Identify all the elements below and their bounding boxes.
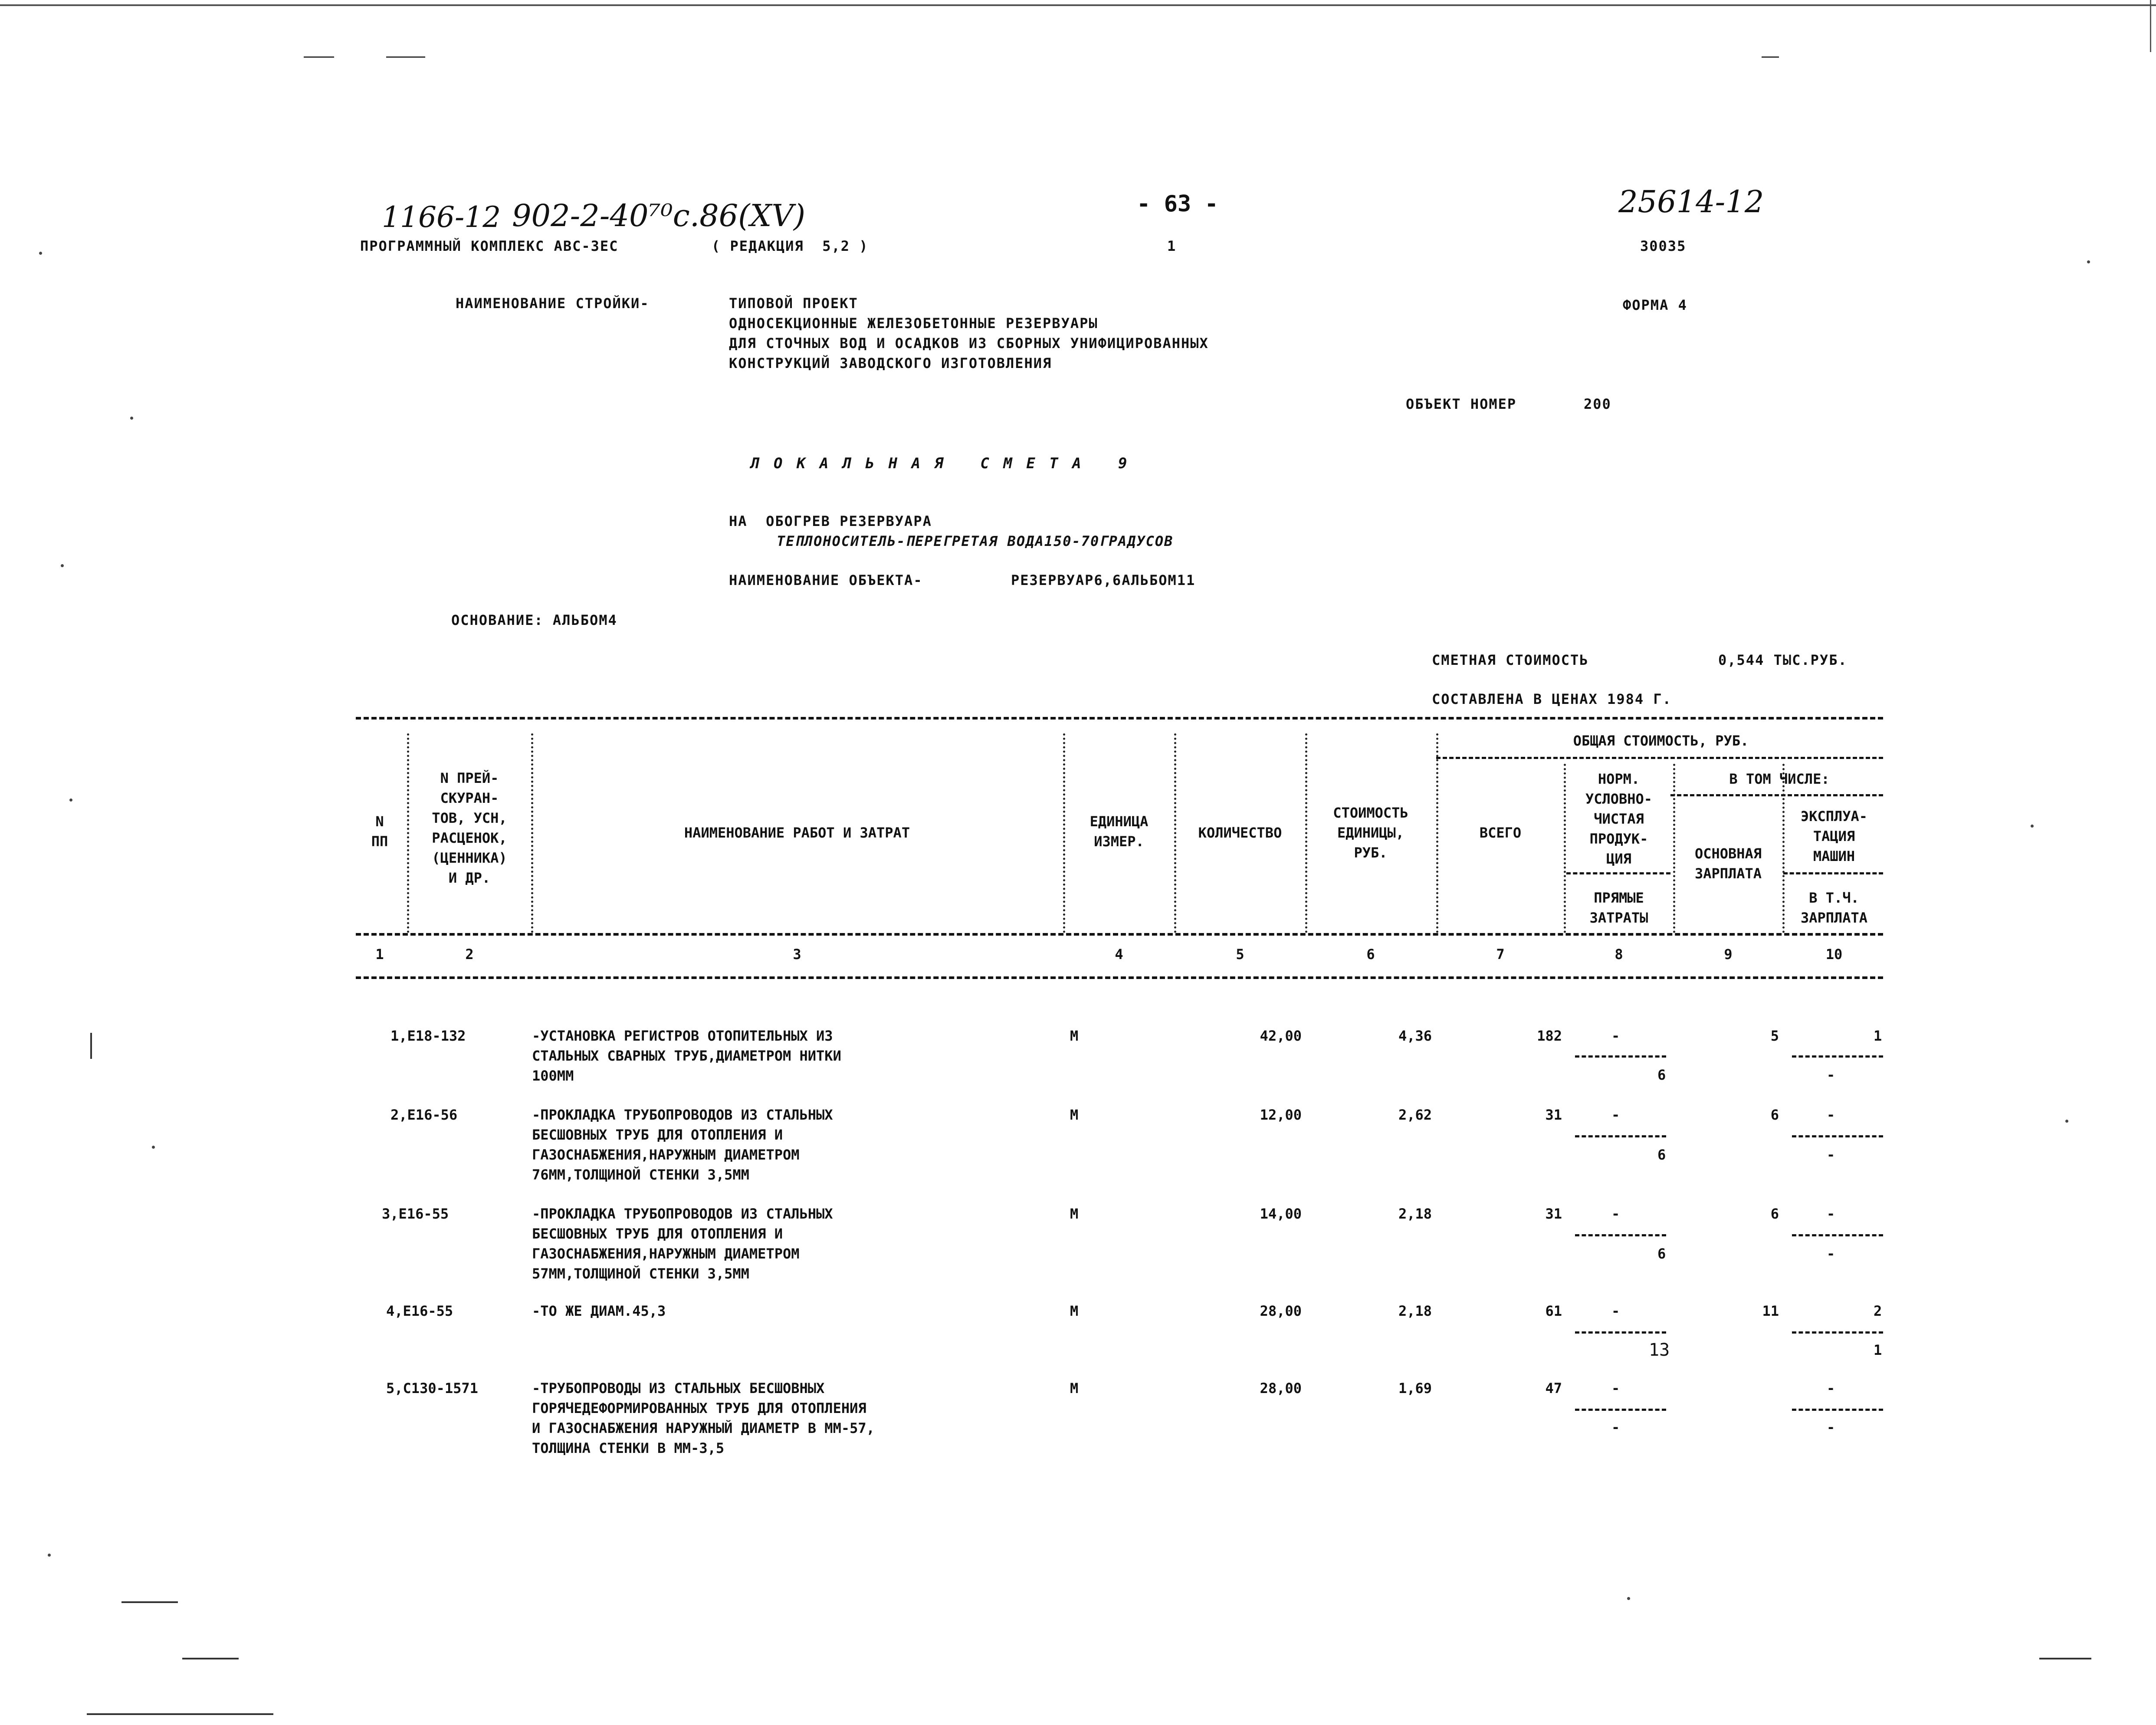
col-sep — [1063, 733, 1065, 933]
row4-norm-top: - — [1611, 1303, 1620, 1319]
row3-mach-top: - — [1827, 1206, 1835, 1222]
col-sep — [1564, 764, 1566, 933]
code-30035: 30035 — [1640, 238, 1687, 254]
header-name: НАИМЕНОВАНИЕ РАБОТ И ЗАТРАТ — [684, 825, 910, 841]
prices-year: СОСТАВЛЕНА В ЦЕНАХ 1984 Г. — [1432, 691, 1672, 707]
row1-mach-top: 1 — [1874, 1028, 1882, 1044]
row2-norm-split — [1575, 1135, 1666, 1137]
header-ref: N ПРЕЙ- СКУРАН- ТОВ, УСН, РАСЦЕНОК, (ЦЕННИКА) И ДР. — [432, 770, 507, 886]
row2-ref: 2,Е16-56 — [391, 1107, 458, 1123]
row3-total: 31 — [1545, 1206, 1562, 1222]
row4-mach-top: 2 — [1874, 1303, 1882, 1319]
row1-total: 182 — [1537, 1028, 1562, 1044]
row2-norm-bottom: 6 — [1657, 1147, 1666, 1163]
row3-salary: 6 — [1770, 1206, 1779, 1222]
header-incl-salary: В Т.Ч. ЗАРПЛАТА — [1800, 890, 1868, 926]
col-number: 4 — [1115, 946, 1123, 963]
estimate-cost-value: 0,544 ТЫС.РУБ. — [1718, 652, 1848, 668]
edition: ( РЕДАКЦИЯ 5,2 ) — [712, 238, 869, 254]
row3-name: -ПРОКЛАДКА ТРУБОПРОВОДОВ ИЗ СТАЛЬНЫХ БЕСШОВНЫХ ТРУБ ДЛЯ ОТОПЛЕНИЯ И ГАЗОСНАБЖЕНИЯ,НАРУЖНЫМ ДИАМЕТРОМ 57ММ,ТОЛЩИНОЙ СТЕНКИ 3,5ММ — [532, 1206, 833, 1282]
speck — [2087, 260, 2090, 263]
row5-mach-split — [1792, 1409, 1883, 1411]
header-salary: ОСНОВНАЯ ЗАРПЛАТА — [1694, 845, 1762, 882]
handwritten-left-code: 1166-12 — [382, 200, 501, 234]
col-sep — [1782, 764, 1785, 933]
row2-norm-top: - — [1611, 1107, 1620, 1123]
form-number: ФОРМА 4 — [1623, 297, 1687, 313]
row4-qty: 28,00 — [1260, 1303, 1302, 1319]
construction-line: ДЛЯ СТОЧНЫХ ВОД И ОСАДКОВ ИЗ СБОРНЫХ УНИФИЦИРОВАННЫХ — [729, 335, 1209, 352]
speck — [69, 798, 72, 802]
col-number: 9 — [1724, 946, 1733, 963]
header-norm: НОРМ. УСЛОВНО- ЧИСТАЯ ПРОДУК- ЦИЯ — [1585, 771, 1653, 867]
row5-unit-cost: 1,69 — [1398, 1380, 1432, 1396]
page-number: - 63 - — [1137, 191, 1218, 217]
construction-line: ТИПОВОЙ ПРОЕКТ — [729, 295, 858, 312]
construction-line: КОНСТРУКЦИЙ ЗАВОДСКОГО ИЗГОТОВЛЕНИЯ — [729, 355, 1052, 371]
row5-total: 47 — [1545, 1380, 1562, 1396]
row2-salary: 6 — [1770, 1107, 1779, 1123]
object-name: РЕЗЕРВУАР6,6АЛЬБОМ11 — [1011, 572, 1196, 588]
col-number: 3 — [793, 946, 801, 963]
row1-unit: М — [1070, 1028, 1079, 1044]
row1-name: -УСТАНОВКА РЕГИСТРОВ ОТОПИТЕЛЬНЫХ ИЗ СТАЛЬНЫХ СВАРНЫХ ТРУБ,ДИАМЕТРОМ НИТКИ 100ММ — [532, 1028, 841, 1084]
object-number-label: ОБЪЕКТ НОМЕР — [1406, 396, 1517, 412]
row1-norm-top: - — [1611, 1028, 1620, 1044]
scan-mark — [182, 1658, 239, 1659]
row2-name: -ПРОКЛАДКА ТРУБОПРОВОДОВ ИЗ СТАЛЬНЫХ БЕСШОВНЫХ ТРУБ ДЛЯ ОТОПЛЕНИЯ И ГАЗОСНАБЖЕНИЯ,НАРУЖНЫМ ДИАМЕТРОМ 76ММ,ТОЛЩИНОЙ СТЕНКИ 3,5ММ — [532, 1107, 833, 1183]
row3-mach-split — [1792, 1234, 1883, 1236]
construction-line: ОДНОСЕКЦИОННЫЕ ЖЕЛЕЗОБЕТОННЫЕ РЕЗЕРВУАРЫ — [729, 315, 1098, 332]
table-colnum-bottom-rule — [356, 976, 1883, 979]
speck — [39, 252, 42, 255]
row3-ref: 3,Е16-55 — [382, 1206, 449, 1222]
row2-mach-split — [1792, 1135, 1883, 1137]
row1-salary: 5 — [1770, 1028, 1779, 1044]
header-num: N ПП — [371, 813, 388, 850]
col-number: 2 — [465, 946, 474, 963]
header-direct: ПРЯМЫЕ ЗАТРАТЫ — [1589, 890, 1648, 926]
software-name: ПРОГРАММНЫЙ КОМПЛЕКС АВС-ЗЕС — [360, 238, 619, 254]
row1-norm-bottom: 6 — [1657, 1067, 1666, 1083]
col-number: 5 — [1236, 946, 1244, 963]
col-number: 8 — [1615, 946, 1623, 963]
scan-mark — [1762, 56, 1779, 58]
sheet-number: 1 — [1167, 238, 1177, 254]
row5-name: -ТРУБОПРОВОДЫ ИЗ СТАЛЬНЫХ БЕСШОВНЫХ ГОРЯЧЕДЕФОРМИРОВАННЫХ ТРУБ ДЛЯ ОТОПЛЕНИЯ И ГАЗОСНАБЖЕНИЯ НАРУЖНЫЙ ДИАМЕТР В ММ-57, ТОЛЩИНА СТЕНКИ В ММ-3,5 — [532, 1380, 875, 1456]
scan-mark — [90, 1033, 92, 1059]
header-qty: КОЛИЧЕСТВО — [1198, 825, 1282, 841]
header-total: ВСЕГО — [1479, 825, 1522, 841]
speck — [1627, 1597, 1630, 1600]
row4-ref: 4,Е16-55 — [386, 1303, 453, 1319]
row5-qty: 28,00 — [1260, 1380, 1302, 1396]
scan-mark — [2039, 1658, 2091, 1659]
row4-name: -ТО ЖЕ ДИАМ.45,3 — [532, 1303, 666, 1319]
row3-norm-split — [1575, 1234, 1666, 1236]
scan-mark — [304, 56, 334, 58]
mach-split — [1783, 872, 1883, 874]
col-number: 6 — [1366, 946, 1375, 963]
row4-total: 61 — [1545, 1303, 1562, 1319]
row3-qty: 14,00 — [1260, 1206, 1302, 1222]
scan-right-edge — [2150, 0, 2151, 52]
row3-norm-bottom: 6 — [1657, 1245, 1666, 1262]
scan-mark — [386, 56, 425, 58]
header-machines: ЭКСПЛУА- ТАЦИЯ МАШИН — [1800, 808, 1868, 864]
table-header-bottom-rule — [356, 933, 1883, 936]
row5-mach-bottom: - — [1827, 1419, 1835, 1436]
row1-norm-split — [1575, 1055, 1666, 1058]
header-unit-cost: СТОИМОСТЬ ЕДИНИЦЫ, РУБ. — [1333, 805, 1408, 861]
estimate-cost-label: СМЕТНАЯ СТОИМОСТЬ — [1432, 652, 1589, 668]
row2-qty: 12,00 — [1260, 1107, 1302, 1123]
col-number: 7 — [1496, 946, 1505, 963]
row2-unit-cost: 2,62 — [1398, 1107, 1432, 1123]
col-number: 10 — [1825, 946, 1843, 963]
row2-unit: М — [1070, 1107, 1079, 1123]
header-total-group: ОБЩАЯ СТОИМОСТЬ, РУБ. — [1573, 733, 1749, 749]
estimate-title: Л О К А Л Ь Н А Я С М Е Т А 9 — [751, 455, 1130, 472]
scan-top-edge — [0, 4, 2156, 6]
row1-ref: 1,Е18-132 — [391, 1028, 466, 1044]
incl-underline — [1670, 794, 1883, 796]
row4-mach-split — [1792, 1331, 1883, 1334]
speck — [130, 417, 133, 420]
row4-unit-cost: 2,18 — [1398, 1303, 1432, 1319]
row4-norm-split — [1575, 1331, 1666, 1334]
row3-unit: М — [1070, 1206, 1079, 1222]
row2-mach-top: - — [1827, 1107, 1835, 1123]
row1-mach-bottom: - — [1827, 1067, 1835, 1083]
speck — [2065, 1120, 2068, 1123]
col-sep — [531, 733, 533, 933]
row5-norm-bottom: - — [1611, 1419, 1620, 1436]
col-sep — [407, 733, 409, 933]
speck — [61, 564, 64, 567]
col-sep — [1174, 733, 1176, 933]
row1-qty: 42,00 — [1260, 1028, 1302, 1044]
construction-label: НАИМЕНОВАНИЕ СТРОЙКИ- — [456, 295, 650, 312]
row3-norm-top: - — [1611, 1206, 1620, 1222]
row1-unit-cost: 4,36 — [1398, 1028, 1432, 1044]
table-top-rule — [356, 717, 1883, 720]
row2-total: 31 — [1545, 1107, 1562, 1123]
norm-split — [1566, 872, 1670, 874]
handwritten-project-code: 902-2-40⁷⁰c.86(XV) — [512, 198, 806, 233]
row1-mach-split — [1792, 1055, 1883, 1058]
row5-norm-split — [1575, 1409, 1666, 1411]
header-incl: В ТОМ ЧИСЛЕ: — [1729, 771, 1830, 787]
row5-ref: 5,С130-1571 — [386, 1380, 478, 1396]
row2-mach-bottom: - — [1827, 1147, 1835, 1163]
speck — [152, 1146, 155, 1149]
col-sep — [1305, 733, 1307, 933]
row5-norm-top: - — [1611, 1380, 1620, 1396]
row3-unit-cost: 2,18 — [1398, 1206, 1432, 1222]
speck — [2031, 825, 2034, 828]
group-underline — [1436, 757, 1883, 759]
col-sep — [1436, 733, 1438, 933]
estimate-on-line1: НА ОБОГРЕВ РЕЗЕРВУАРА — [729, 513, 932, 529]
object-name-label: НАИМЕНОВАНИЕ ОБЪЕКТА- — [729, 572, 923, 588]
object-number: 200 — [1584, 396, 1611, 412]
handwritten-right-code: 25614-12 — [1618, 184, 1764, 220]
col-number: 1 — [375, 946, 384, 963]
col-sep — [1673, 764, 1675, 933]
row5-mach-top: - — [1827, 1380, 1835, 1396]
estimate-on-line2: ТЕПЛОНОСИТЕЛЬ-ПЕРЕГРЕТАЯ ВОДА150-70ГРАДУСОВ — [777, 533, 1174, 549]
speck — [48, 1554, 51, 1557]
row3-mach-bottom: - — [1827, 1245, 1835, 1262]
row4-mach-bottom: 1 — [1874, 1342, 1882, 1358]
row4-unit: М — [1070, 1303, 1079, 1319]
row4-norm-bottom: 13 — [1649, 1340, 1670, 1360]
scan-bottom-line — [87, 1713, 273, 1715]
header-unit: ЕДИНИЦА ИЗМЕР. — [1089, 813, 1149, 850]
row4-salary: 11 — [1762, 1303, 1779, 1319]
row5-unit: М — [1070, 1380, 1079, 1396]
basis: ОСНОВАНИЕ: АЛЬБОМ4 — [451, 612, 617, 628]
scan-mark — [121, 1601, 178, 1603]
